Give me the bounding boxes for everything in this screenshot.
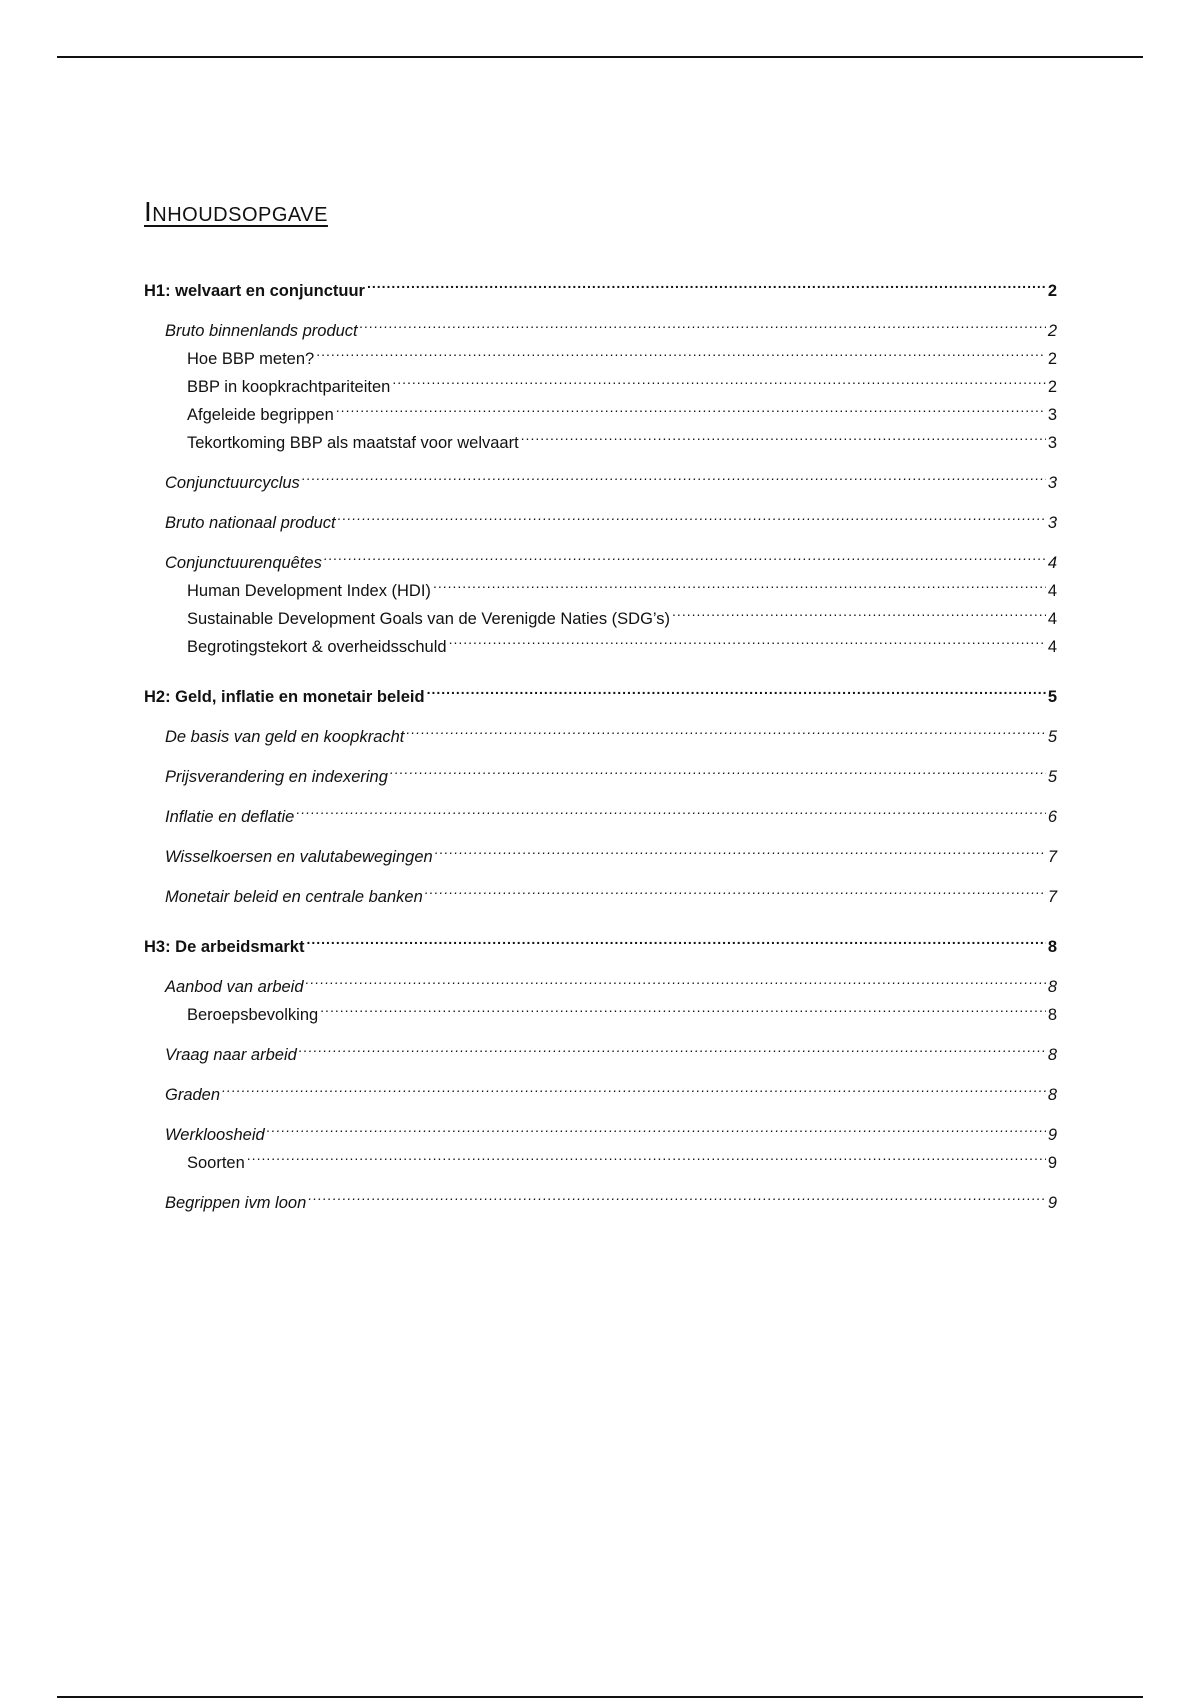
toc-entry-level-3[interactable] bbox=[144, 624, 1057, 656]
dot-leader bbox=[306, 924, 1045, 952]
toc-entry-page-number: 8 bbox=[1047, 1006, 1057, 1024]
toc-entry-level-1[interactable] bbox=[144, 924, 1057, 956]
toc-entry-page-number: 9 bbox=[1047, 1194, 1057, 1212]
dot-leader bbox=[336, 392, 1046, 420]
toc-title: Inhoudsopgave bbox=[144, 196, 328, 227]
toc-entry-label: Afgeleide begrippen bbox=[187, 406, 334, 424]
toc-entry-label: Sustainable Development Goals van de Verenigde Naties (SDG’s) bbox=[187, 610, 671, 628]
footer-rule bbox=[57, 1696, 1143, 1698]
toc-entry-label: Beroepsbevolking bbox=[187, 1006, 319, 1024]
toc-entry-level-3[interactable] bbox=[144, 336, 1057, 368]
toc-entry-page-number: 2 bbox=[1047, 322, 1057, 340]
toc-entry-label: Human Development Index (HDI) bbox=[187, 582, 431, 600]
toc-entry-page-number: 3 bbox=[1047, 434, 1057, 452]
toc-entry-page-number: 7 bbox=[1047, 848, 1057, 866]
toc-entry-level-2[interactable] bbox=[144, 308, 1057, 340]
dot-leader bbox=[247, 1140, 1046, 1168]
dot-leader bbox=[308, 1180, 1046, 1208]
toc-entry-level-2[interactable] bbox=[144, 834, 1057, 866]
toc-entry-page-number: 5 bbox=[1047, 688, 1057, 706]
dot-leader bbox=[449, 624, 1046, 652]
toc-entry-level-2[interactable] bbox=[144, 794, 1057, 826]
dot-leader bbox=[435, 834, 1046, 862]
dot-leader bbox=[427, 674, 1046, 702]
toc-entry-level-2[interactable] bbox=[144, 540, 1057, 572]
dot-leader bbox=[306, 964, 1046, 992]
toc-entry-page-number: 9 bbox=[1047, 1126, 1057, 1144]
toc-entry-level-3[interactable] bbox=[144, 392, 1057, 424]
toc-entry-label: Bruto binnenlands product bbox=[165, 322, 358, 340]
toc-entry-page-number: 8 bbox=[1047, 1086, 1057, 1104]
toc-entry-level-3[interactable] bbox=[144, 1140, 1057, 1172]
toc-entry-label: Begrippen ivm loon bbox=[165, 1194, 307, 1212]
dot-leader bbox=[360, 308, 1046, 336]
dot-leader bbox=[299, 1032, 1046, 1060]
toc-entry-label: Vraag naar arbeid bbox=[165, 1046, 297, 1064]
dot-leader bbox=[320, 992, 1046, 1020]
dot-leader bbox=[521, 420, 1046, 448]
toc-entry-page-number: 3 bbox=[1047, 514, 1057, 532]
dot-leader bbox=[222, 1072, 1046, 1100]
toc-entry-page-number: 2 bbox=[1047, 282, 1057, 300]
toc-entry-level-3[interactable] bbox=[144, 992, 1057, 1024]
toc-entry-level-3[interactable] bbox=[144, 568, 1057, 600]
toc-entry-label: Wisselkoersen en valutabewegingen bbox=[165, 848, 433, 866]
toc-entry-label: Werkloosheid bbox=[165, 1126, 265, 1144]
toc-entry-label: Bruto nationaal product bbox=[165, 514, 336, 532]
dot-leader bbox=[406, 714, 1045, 742]
toc-entry-page-number: 7 bbox=[1047, 888, 1057, 906]
toc-entry-page-number: 8 bbox=[1047, 1046, 1057, 1064]
toc-entry-label: Begrotingstekort & overheidsschuld bbox=[187, 638, 447, 656]
dot-leader bbox=[267, 1112, 1046, 1140]
toc-entry-label: Conjunctuurenquêtes bbox=[165, 554, 322, 572]
toc-entry-label: H2: Geld, inflatie en monetair beleid bbox=[144, 688, 425, 706]
toc-entry-label: H3: De arbeidsmarkt bbox=[144, 938, 305, 956]
dot-leader bbox=[316, 336, 1046, 364]
dot-leader bbox=[367, 268, 1046, 296]
toc-entry-label: Prijsverandering en indexering bbox=[165, 768, 388, 786]
toc-entries bbox=[144, 268, 1057, 1212]
toc-entry-level-2[interactable] bbox=[144, 1180, 1057, 1212]
toc-entry-page-number: 6 bbox=[1047, 808, 1057, 826]
toc-entry-label: BBP in koopkrachtpariteiten bbox=[187, 378, 391, 396]
dot-leader bbox=[433, 568, 1046, 596]
toc-entry-level-2[interactable] bbox=[144, 1112, 1057, 1144]
toc-entry-level-1[interactable] bbox=[144, 674, 1057, 706]
toc-entry-label: Graden bbox=[165, 1086, 221, 1104]
toc-entry-page-number: 2 bbox=[1047, 350, 1057, 368]
toc-entry-label: Inflatie en deflatie bbox=[165, 808, 295, 826]
toc-entry-page-number: 8 bbox=[1047, 978, 1057, 996]
toc-entry-label: Hoe BBP meten? bbox=[187, 350, 315, 368]
toc-entry-label: De basis van geld en koopkracht bbox=[165, 728, 405, 746]
toc-entry-level-3[interactable] bbox=[144, 596, 1057, 628]
toc-entry-label: Conjunctuurcyclus bbox=[165, 474, 300, 492]
dot-leader bbox=[392, 364, 1045, 392]
header-rule bbox=[57, 56, 1143, 58]
toc-entry-label: Aanbod van arbeid bbox=[165, 978, 304, 996]
toc-entry-page-number: 5 bbox=[1047, 768, 1057, 786]
toc-entry-level-2[interactable] bbox=[144, 1032, 1057, 1064]
toc-entry-page-number: 2 bbox=[1047, 378, 1057, 396]
toc-entry-level-3[interactable] bbox=[144, 420, 1057, 452]
toc-entry-page-number: 4 bbox=[1047, 610, 1057, 628]
toc-entry-label: H1: welvaart en conjunctuur bbox=[144, 282, 365, 300]
toc-entry-level-2[interactable] bbox=[144, 1072, 1057, 1104]
toc-entry-page-number: 4 bbox=[1047, 638, 1057, 656]
toc-entry-level-3[interactable] bbox=[144, 364, 1057, 396]
toc-entry-label: Monetair beleid en centrale banken bbox=[165, 888, 423, 906]
toc-entry-page-number: 3 bbox=[1047, 474, 1057, 492]
toc-entry-page-number: 5 bbox=[1047, 728, 1057, 746]
toc-entry-label: Tekortkoming BBP als maatstaf voor welvaart bbox=[187, 434, 519, 452]
toc-entry-level-2[interactable] bbox=[144, 500, 1057, 532]
toc-entry-level-1[interactable] bbox=[144, 268, 1057, 300]
dot-leader bbox=[324, 540, 1046, 568]
toc-entry-page-number: 9 bbox=[1047, 1154, 1057, 1172]
toc-entry-level-2[interactable] bbox=[144, 460, 1057, 492]
dot-leader bbox=[302, 460, 1046, 488]
toc-entry-label: Soorten bbox=[187, 1154, 245, 1172]
toc-entry-page-number: 8 bbox=[1047, 938, 1057, 956]
toc-entry-page-number: 4 bbox=[1047, 554, 1057, 572]
dot-leader bbox=[425, 874, 1046, 902]
dot-leader bbox=[338, 500, 1046, 528]
dot-leader bbox=[296, 794, 1045, 822]
toc-entry-page-number: 3 bbox=[1047, 406, 1057, 424]
toc-entry-level-2[interactable] bbox=[144, 874, 1057, 906]
dot-leader bbox=[390, 754, 1046, 782]
toc-entry-page-number: 4 bbox=[1047, 582, 1057, 600]
toc-entry-level-2[interactable] bbox=[144, 754, 1057, 786]
toc-entry-level-2[interactable] bbox=[144, 964, 1057, 996]
toc-entry-level-2[interactable] bbox=[144, 714, 1057, 746]
dot-leader bbox=[672, 596, 1046, 624]
